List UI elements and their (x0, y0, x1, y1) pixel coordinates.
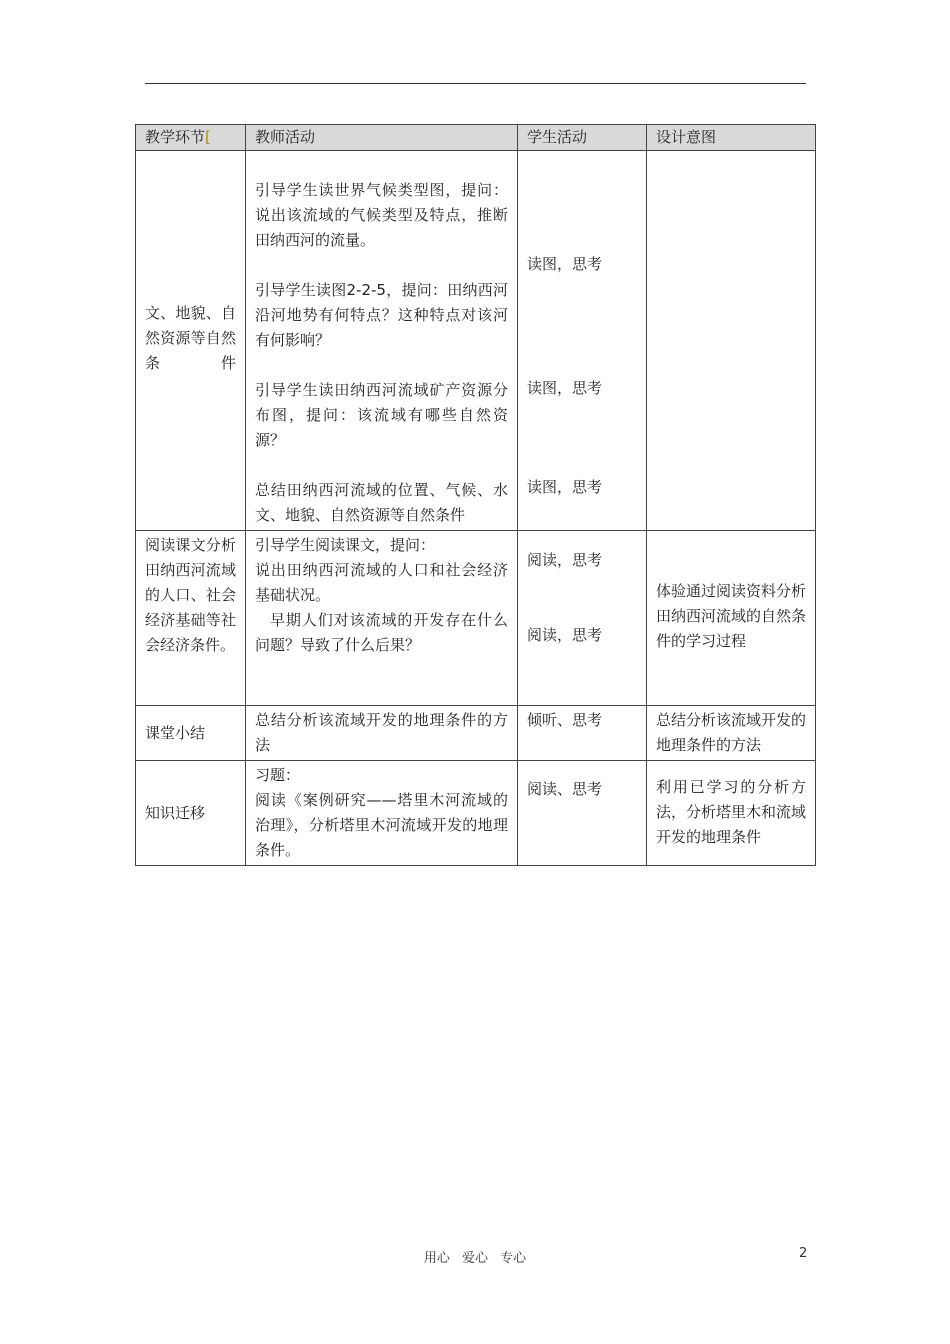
header-stage: 教学环节[ (136, 125, 246, 151)
student-activity-text: 阅读，思考 (527, 626, 603, 644)
intent-cell (647, 761, 816, 866)
student-activity-text: 读图，思考 (527, 478, 603, 496)
lesson-plan-table (135, 124, 816, 866)
intent-text: 总结分析该流域开发的地理条件的方法 (656, 711, 807, 754)
stage-text: 文、地貌、自然资源等自然条件 (145, 304, 236, 372)
header-rule (145, 83, 806, 84)
teacher-paragraph: 引导学生读田纳西河流域矿产资源分布图，提问：该流域有哪些自然资源？ (255, 381, 508, 449)
intent-cell (647, 531, 816, 706)
teacher-cell (246, 151, 518, 531)
teacher-paragraph: 总结田纳西河流域的位置、气候、水文、地貌、自然资源等自然条件 (255, 481, 508, 524)
teacher-paragraph: 早期人们对该流域的开发存在什么问题？导致了什么后果？ (255, 611, 508, 654)
student-cell (518, 531, 647, 706)
text-cursor-mark: [ (205, 128, 211, 146)
stage-cell: 知识迁移 (136, 761, 246, 866)
stage-cell (136, 531, 246, 706)
page-number: 2 (799, 1246, 808, 1261)
student-cell: 倾听、思考 (518, 706, 647, 761)
student-activity-text: 读图，思考 (527, 379, 603, 397)
stage-cell (136, 151, 246, 531)
teacher-paragraph: 引导学生阅读课文，提问： (255, 536, 436, 554)
student-activity-text: 读图，思考 (527, 255, 603, 273)
intent-text: 利用已学习的分析方法，分析塔里木和流域开发的地理条件 (656, 778, 807, 846)
student-cell (518, 151, 647, 531)
table-row (136, 531, 816, 706)
table-row (136, 706, 816, 761)
stage-text: 阅读课文分析田纳西河流域的人口、社会经济基础等社会经济条件。 (145, 536, 236, 654)
intent-cell (647, 706, 816, 761)
teacher-paragraph: 阅读《案例研究——塔里木河流域的治理》，分析塔里木河流域开发的地理条件。 (255, 791, 508, 859)
teacher-paragraph: 习题： (255, 766, 301, 784)
teacher-cell (246, 761, 518, 866)
teacher-paragraph: 总结分析该流域开发的地理条件的方法 (255, 711, 508, 754)
teacher-cell (246, 531, 518, 706)
student-activity-text: 阅读，思考 (527, 551, 603, 569)
footer-text: 用心 爱心 专心 (423, 1251, 527, 1266)
header-design-intent: 设计意图 (647, 125, 816, 151)
student-cell (518, 761, 647, 866)
table-row (136, 761, 816, 866)
teacher-paragraph: 引导学生读世界气候类型图，提问：说出该流域的气候类型及特点，推断田纳西河的流量。 (255, 181, 508, 249)
header-teacher-activity: 教师活动 (246, 125, 518, 151)
stage-cell: 课堂小结 (136, 706, 246, 761)
table-row (136, 151, 816, 531)
teacher-cell (246, 706, 518, 761)
intent-text: 体验通过阅读资料分析田纳西河流域的自然条件的学习过程 (656, 582, 807, 650)
header-student-activity: 学生活动 (518, 125, 647, 151)
student-activity-text: 阅读、思考 (527, 780, 603, 798)
intent-cell (647, 151, 816, 531)
teacher-paragraph: 说出田纳西河流域的人口和社会经济基础状况。 (255, 561, 508, 604)
table-header-row (136, 125, 816, 151)
teacher-paragraph: 引导学生读图2-2-5，提问：田纳西河沿河地势有何特点？这种特点对该河有何影响？ (255, 281, 508, 349)
